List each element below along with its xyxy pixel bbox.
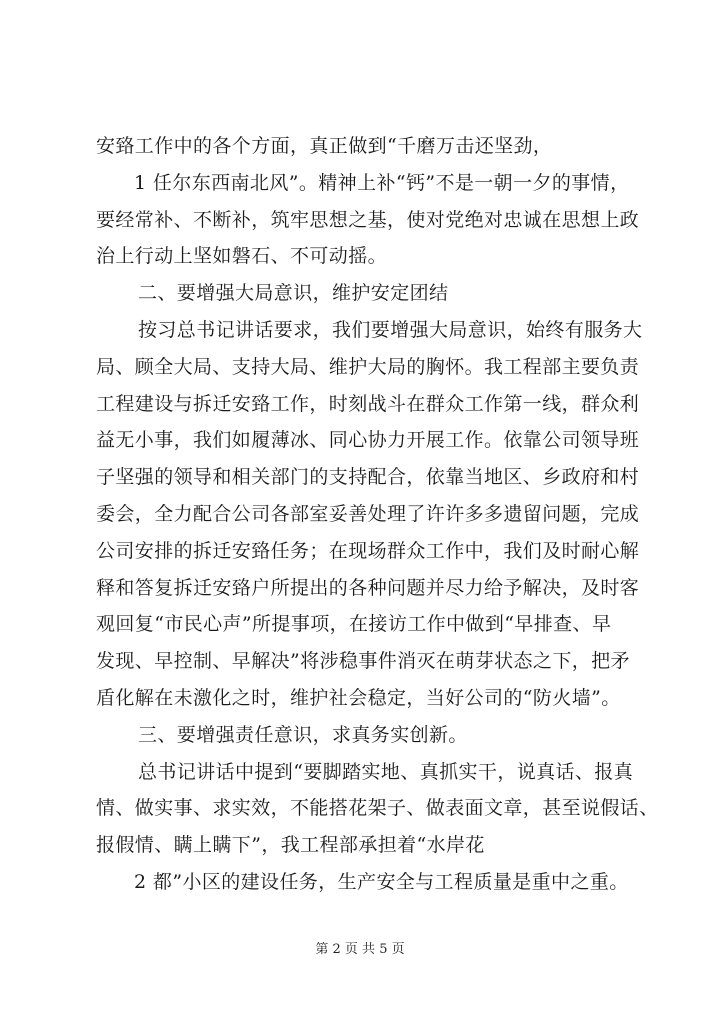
text-line: 按习总书记讲话要求，我们要增强大局意识，始终有服务大	[138, 318, 643, 341]
section-heading: 三、要增强责任意识，求真务实创新。	[138, 723, 468, 746]
text-line: 益无小事，我们如履薄冰、同心协力开展工作。依靠公司领导班	[96, 429, 640, 452]
text-line: 公司安排的拆迁安臵任务；在现场群众工作中，我们及时耐心解	[96, 539, 640, 562]
text-line: 局、顾全大局、支持大局、维护大局的胸怀。我工程部主要负责	[96, 355, 640, 378]
text-line: 工程建设与拆迁安臵工作，时刻战斗在群众工作第一线，群众利	[96, 392, 640, 415]
text-line: 治上行动上坚如磐石、不可动摇。	[96, 245, 388, 268]
section-heading: 二、要增强大局意识，维护安定团结	[138, 282, 449, 305]
text-line: 1 任尔东西南北风”。精神上补“钙”不是一朝一夕的事情，	[134, 171, 630, 194]
text-line: 盾化解在未激化之时，维护社会稳定，当好公司的“防火墙”。	[96, 686, 621, 709]
text-line: 委会，全力配合公司各部室妥善处理了许许多多遗留问题，完成	[96, 502, 640, 525]
text-line: 情、做实事、求实效，不能搭花架子、做表面文章，甚至说假话、	[96, 797, 659, 820]
text-line: 子坚强的领导和相关部门的支持配合，依靠当地区、乡政府和村	[96, 466, 640, 489]
text-line: 要经常补、不断补，筑牢思想之基，使对党绝对忠诚在思想上政	[96, 208, 640, 231]
text-line: 发现、早控制、早解决”将涉稳事件消灭在萌芽状态之下，把矛	[96, 650, 630, 673]
text-line: 安臵工作中的各个方面，真正做到“千磨万击还坚劲，	[96, 135, 553, 157]
text-line: 释和答复拆迁安臵户所提出的各种问题并尽力给予解决，及时客	[96, 576, 640, 599]
text-line: 观回复“市民心声”所提事项，在接访工作中做到“早排查、早	[96, 613, 612, 636]
text-line: 2 都”小区的建设任务，生产安全与工程质量是重中之重。	[134, 870, 629, 893]
page-number-footer: 第 2 页 共 5 页	[315, 942, 405, 957]
text-line: 报假情、瞒上瞒下”，我工程部承担着“水岸花	[96, 834, 485, 857]
document-body	[96, 128, 659, 901]
text-line: 总书记讲话中提到“要脚踏实地、真抓实干，说真话、报真	[138, 760, 634, 783]
